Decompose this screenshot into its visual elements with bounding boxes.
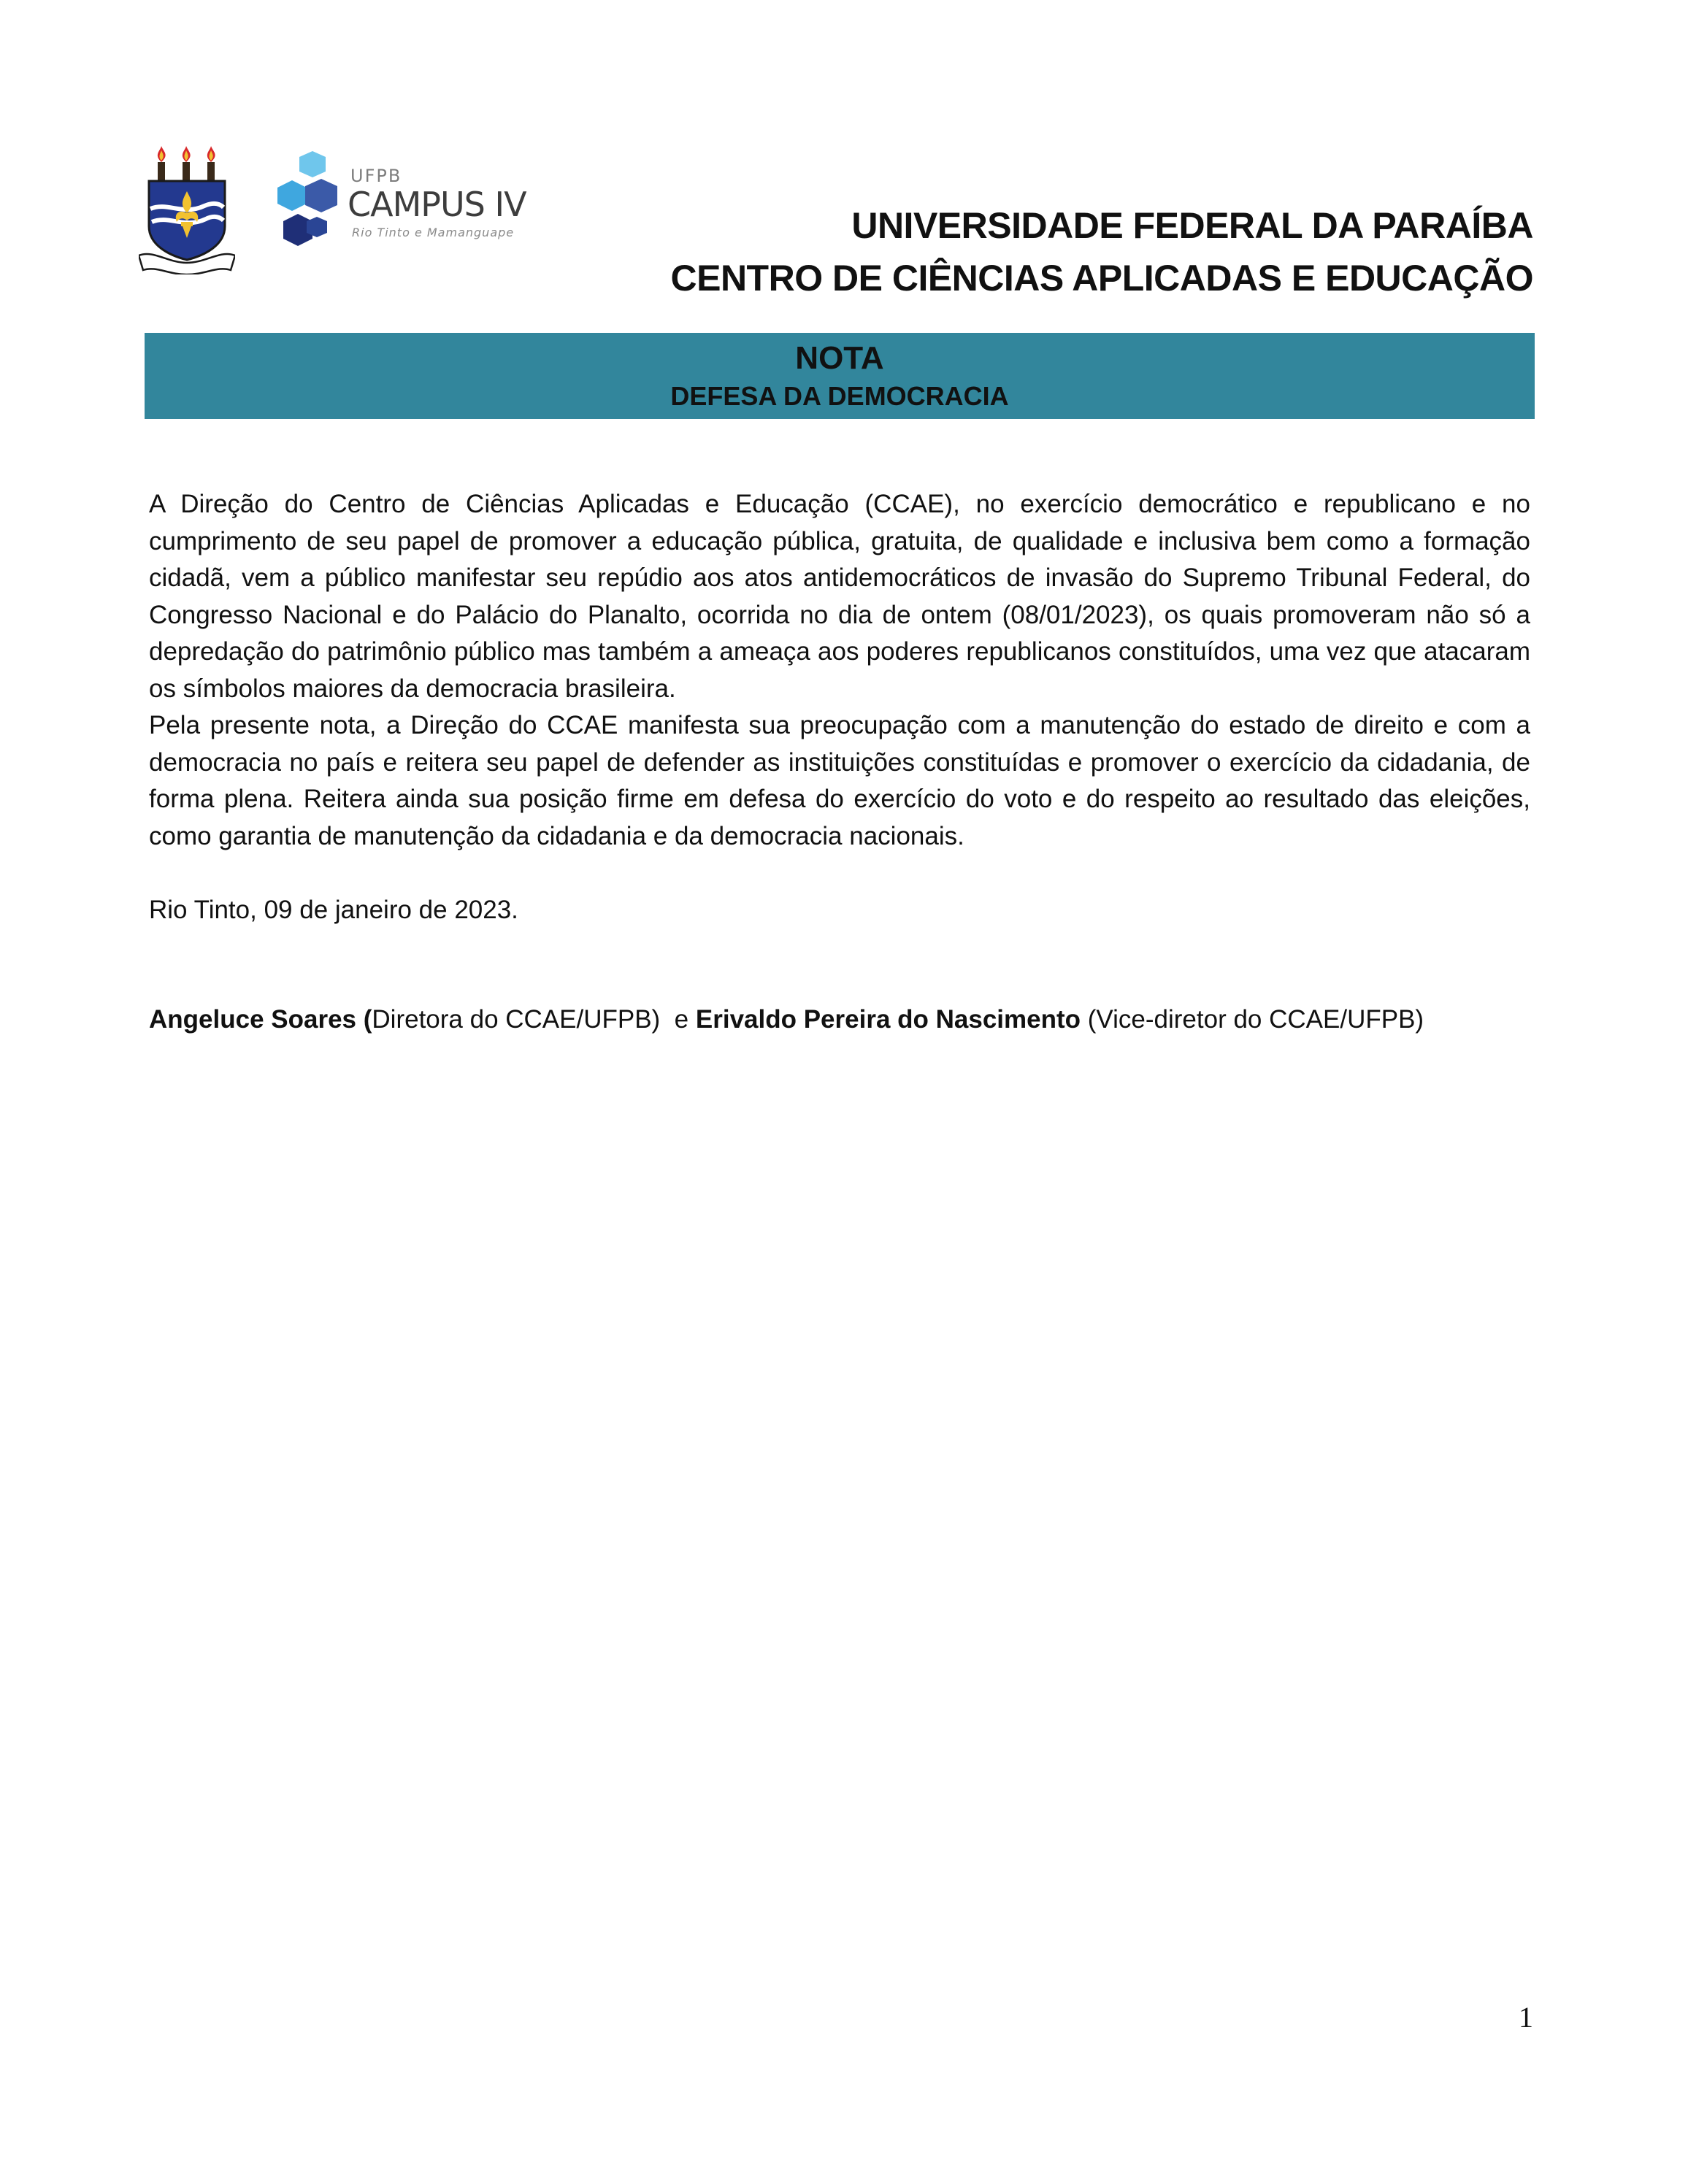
ufpb-crest-logo	[139, 146, 235, 274]
campus-logo-ufpb: UFPB	[350, 166, 402, 186]
signature-connector: e	[674, 1005, 689, 1034]
campus-iv-logo	[276, 150, 524, 259]
title-banner	[145, 333, 1535, 419]
note-body	[149, 486, 1530, 855]
signatory-2-name: Erivaldo Pereira do Nascimento	[695, 1005, 1081, 1034]
institution-name: UNIVERSIDADE FEDERAL DA PARAÍBA	[851, 205, 1533, 246]
body-paragraph-2: Pela presente nota, a Direção do CCAE manifesta sua preocupação com a manutenção do estado de direito e com a democracia no país e reitera seu papel de defender as instituições constituídas e promover o exercício da cidadania, de forma plena. Reitera ainda sua posição firme em defesa do exercício do voto e do respeito ao resultado das eleições, como garantia de manutenção da cidadania e da democracia nacionais.	[149, 711, 1530, 850]
signatory-1-role: Diretora do CCAE/UFPB)	[372, 1005, 661, 1034]
center-name: CENTRO DE CIÊNCIAS APLICADAS E EDUCAÇÃO	[670, 258, 1533, 299]
signature-line	[149, 1001, 1424, 1038]
campus-logo-name: CAMPUS IV	[348, 185, 526, 224]
banner-subtitle: DEFESA DA DEMOCRACIA	[670, 381, 1009, 411]
body-paragraph-1: A Direção do Centro de Ciências Aplicadas e Educação (CCAE), no exercício democrático e republicano e no cumprimento de seu papel de promover a educação pública, gratuita, de qualidade e inclusiva bem como a formação cidadã, vem a público manifestar seu repúdio aos atos antidemocráticos de invasão do Supremo Tribunal Federal, do Congresso Nacional e do Palácio do Planalto, ocorrida no dia de ontem (08/01/2023), os quais promoveram não só a depredação do patrimônio público mas também a ameaça aos poderes republicanos constituídos, uma vez que atacaram os símbolos maiores da democracia brasileira.	[149, 490, 1530, 703]
place-date: Rio Tinto, 09 de janeiro de 2023.	[149, 896, 518, 924]
signatory-1-name: Angeluce Soares (	[149, 1005, 372, 1034]
hexagon-logo-mark-icon	[276, 150, 342, 252]
banner-title: NOTA	[795, 340, 884, 376]
signatory-2-role: (Vice-diretor do CCAE/UFPB)	[1087, 1005, 1424, 1034]
page-number: 1	[1519, 2001, 1533, 2034]
campus-logo-subtitle: Rio Tinto e Mamanguape	[352, 226, 515, 239]
